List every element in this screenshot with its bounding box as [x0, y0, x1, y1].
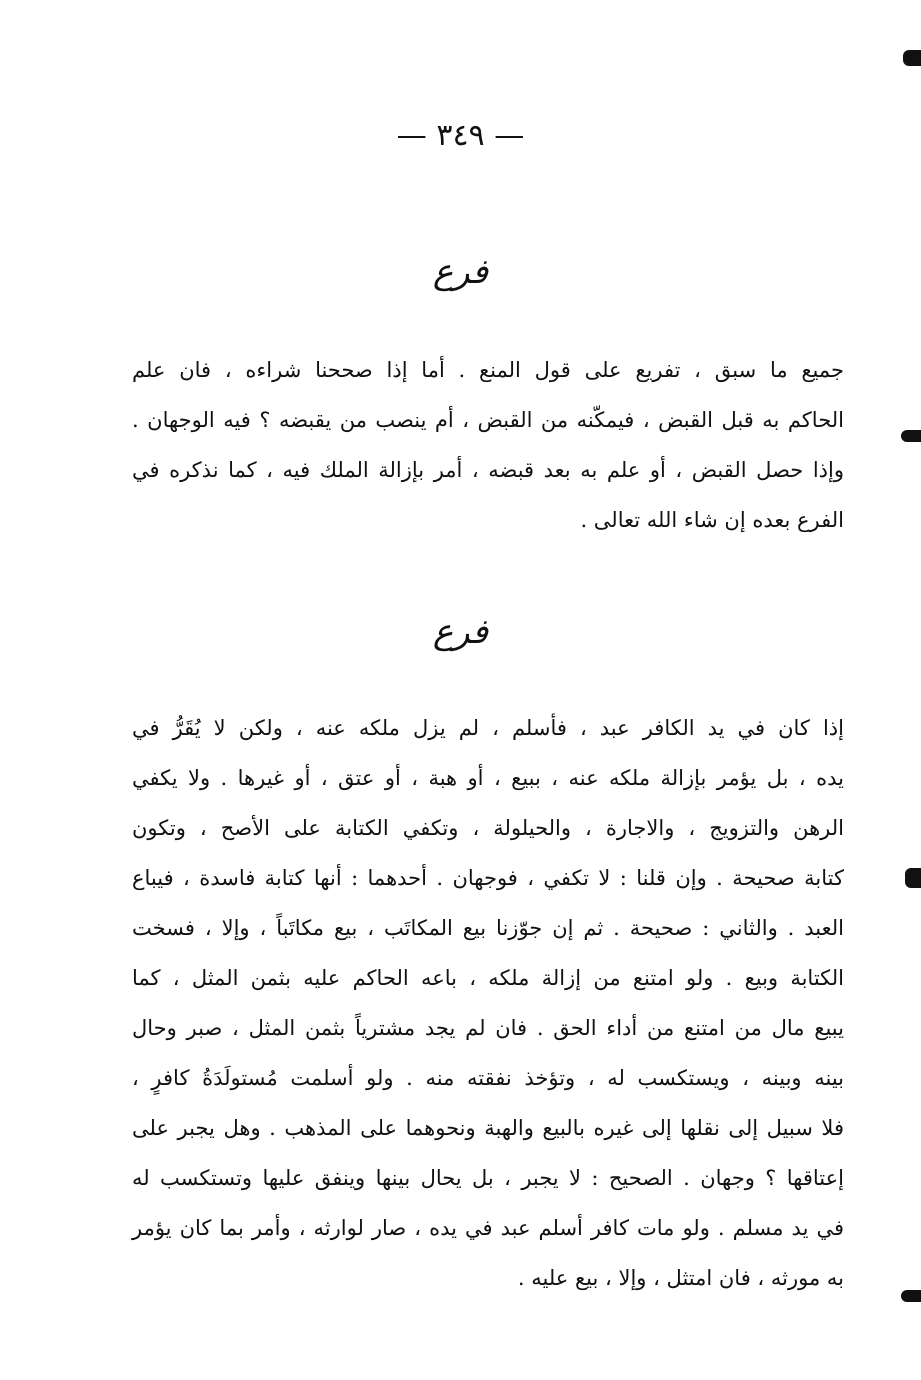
- text-line: إعتاقها ؟ وجهان . الصحيح : لا يجبر ، بل يحال بينها وينفق عليها وتستكسب له: [132, 1166, 844, 1190]
- text-line: الرهن والتزويج ، والاجارة ، والحيلولة ، وتكفي الكتابة على الأصح ، وتكون: [132, 816, 844, 840]
- section-paragraph: [132, 703, 844, 1303]
- text-line: في يد مسلم . ولو مات كافر أسلم عبد في يده ، صار لوارثه ، وأمر بما كان يؤمر: [132, 1216, 844, 1240]
- text-line: الفرع بعده إن شاء الله تعالى .: [580, 508, 844, 532]
- text-line: به مورثه ، فان امتثل ، وإلا ، بيع عليه .: [517, 1266, 844, 1290]
- text-line: وإذا حصل القبض ، أو علم به بعد قبضه ، أمر بإزالة الملك فيه ، كما نذكره في: [132, 458, 844, 482]
- page-number: — ٣٤٩ —: [396, 118, 525, 153]
- text-line: فلا سبيل إلى نقلها إلى غيره بالبيع والهبة ونحوهما على المذهب . وهل يجبر على: [132, 1116, 844, 1140]
- section-paragraph: [132, 345, 844, 545]
- text-line: يده ، بل يؤمر بإزالة ملكه عنه ، ببيع ، أو هبة ، أو عتق ، أو غيرها . ولا يكفي: [132, 766, 844, 790]
- section-heading: فرع: [432, 252, 489, 292]
- text-line: الكتابة وبيع . ولو امتنع من إزالة ملكه ، باعه الحاكم عليه بثمن المثل ، كما: [132, 966, 844, 990]
- text-line: بينه وبينه ، ويستكسب له ، وتؤخذ نفقته منه . ولو أسلمت مُستولَدَةُ كافرٍ ،: [132, 1066, 844, 1090]
- text-line: العبد . والثاني : صحيحة . ثم إن جوّزنا بيع المكاتَب ، بيع مكاتَباً ، وإلا ، فسخت: [132, 916, 844, 940]
- scan-edge-mark: [901, 1290, 921, 1302]
- scan-edge-mark: [905, 868, 921, 888]
- section-heading: فرع: [432, 612, 489, 652]
- text-line: كتابة صحيحة . وإن قلنا : لا تكفي ، فوجهان . أحدهما : أنها كتابة فاسدة ، فيباع: [132, 866, 844, 890]
- scan-edge-mark: [903, 50, 921, 66]
- text-line: الحاكم به قبل القبض ، فيمكّنه من القبض ، أم ينصب من يقبضه ؟ فيه الوجهان .: [132, 408, 844, 432]
- scan-edge-mark: [901, 430, 921, 442]
- text-line: يبيع مال من امتنع من أداء الحق . فان لم يجد مشترياً بثمن المثل ، صبر وحال: [132, 1016, 844, 1040]
- text-line: جميع ما سبق ، تفريع على قول المنع . أما إذا صححنا شراءه ، فان علم: [132, 358, 844, 382]
- text-line: إذا كان في يد الكافر عبد ، فأسلم ، لم يزل ملكه عنه ، ولكن لا يُقَرُّ في: [132, 716, 844, 740]
